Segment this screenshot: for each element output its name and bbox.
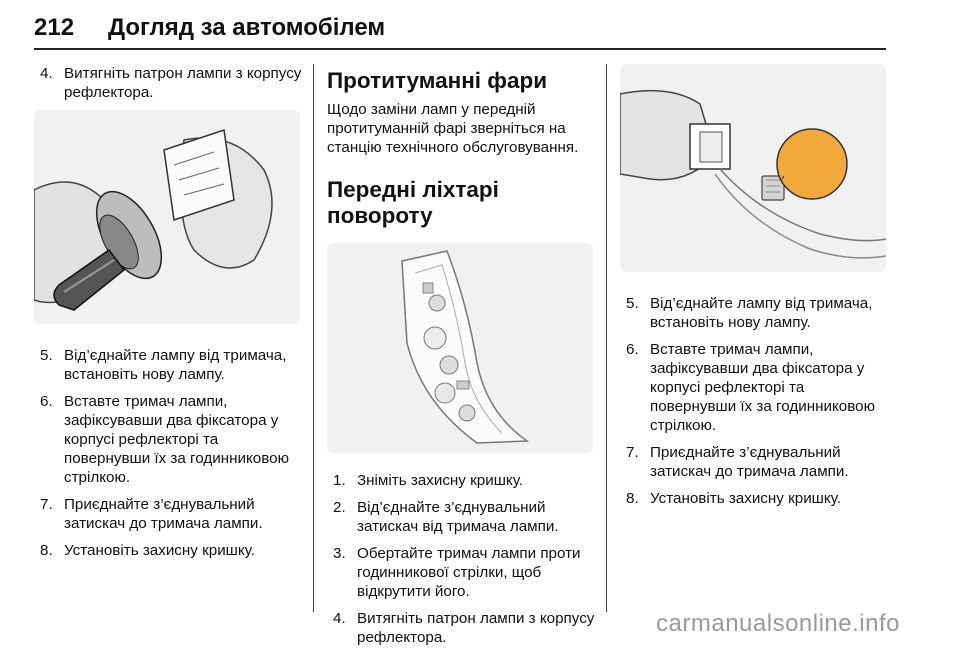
fog-lamps-paragraph: Щодо заміни ламп у передній протитуманній фарі зверніться на станцію технічного обслуговування. <box>327 101 579 156</box>
step-item <box>34 495 302 533</box>
figure-turn-signal-bulb <box>620 64 886 272</box>
step-item <box>34 392 302 487</box>
step-number: 2. <box>333 499 346 516</box>
figure-headlamp-bulb <box>34 110 300 324</box>
column-left <box>34 64 302 568</box>
section-heading-turn-signals: Передні ліхтарі повороту <box>327 177 499 228</box>
step-item <box>327 471 595 490</box>
step-item <box>620 294 888 332</box>
step-text: Вставте тримач лампи, зафіксувавши два фіксатора у корпусі рефлекторі та повернувши їх за годинниковою стрілкою. <box>650 341 875 434</box>
turn-signal-housing-illustration <box>327 243 593 453</box>
step-item <box>327 544 595 601</box>
step-item <box>34 541 302 560</box>
step-item <box>34 346 302 384</box>
step-number: 4. <box>40 65 53 82</box>
section-heading-fog-lamps: Протитуманні фари <box>327 68 548 93</box>
step-item <box>327 609 595 647</box>
step-number: 5. <box>626 295 639 312</box>
step-number: 8. <box>40 542 53 559</box>
figure-turn-signal-housing <box>327 243 593 453</box>
step-number: 3. <box>333 545 346 562</box>
step-number: 7. <box>40 496 53 513</box>
step-text: Від’єднайте лампу від тримача, встановіть нову лампу. <box>64 347 287 383</box>
step-text: Зніміть захисну кришку. <box>357 472 523 489</box>
step-number: 6. <box>626 341 639 358</box>
step-item <box>327 498 595 536</box>
step-number: 6. <box>40 393 53 410</box>
step-text: Приєднайте з’єднувальний затискач до тримача лампи. <box>650 444 849 480</box>
column-divider <box>606 64 607 612</box>
step-text: Витягніть патрон лампи з корпусу рефлектора. <box>64 65 302 101</box>
turn-signal-bulb-illustration <box>620 64 886 272</box>
step-number: 1. <box>333 472 346 489</box>
step-text: Витягніть патрон лампи з корпусу рефлектора. <box>357 610 595 646</box>
step-item <box>620 489 888 508</box>
step-item <box>34 64 302 102</box>
watermark: carmanualsonline.info <box>656 610 900 637</box>
page-header <box>34 12 886 50</box>
step-text: Установіть захисну кришку. <box>650 490 841 507</box>
chapter-title: Догляд за автомобілем <box>108 14 386 41</box>
column-middle <box>327 64 595 655</box>
step-text: Від’єднайте з’єднувальний затискач від тримача лампи. <box>357 499 559 535</box>
step-number: 7. <box>626 444 639 461</box>
step-number: 8. <box>626 490 639 507</box>
step-item <box>620 443 888 481</box>
column-divider <box>313 64 314 612</box>
headlamp-bulb-illustration <box>34 110 300 324</box>
step-text: Вставте тримач лампи, зафіксувавши два фіксатора у корпусі рефлекторі та повернувши їх за годинниковою стрілкою. <box>64 393 289 486</box>
step-number: 4. <box>333 610 346 627</box>
page-number: 212 <box>34 14 75 41</box>
step-text: Від’єднайте лампу від тримача, встановіть нову лампу. <box>650 295 873 331</box>
step-text: Обертайте тримач лампи проти годинникової стрілки, щоб відкрутити його. <box>357 545 581 600</box>
column-right <box>620 64 888 516</box>
step-text: Установіть захисну кришку. <box>64 542 255 559</box>
step-item <box>620 340 888 435</box>
step-number: 5. <box>40 347 53 364</box>
step-text: Приєднайте з’єднувальний затискач до тримача лампи. <box>64 496 263 532</box>
